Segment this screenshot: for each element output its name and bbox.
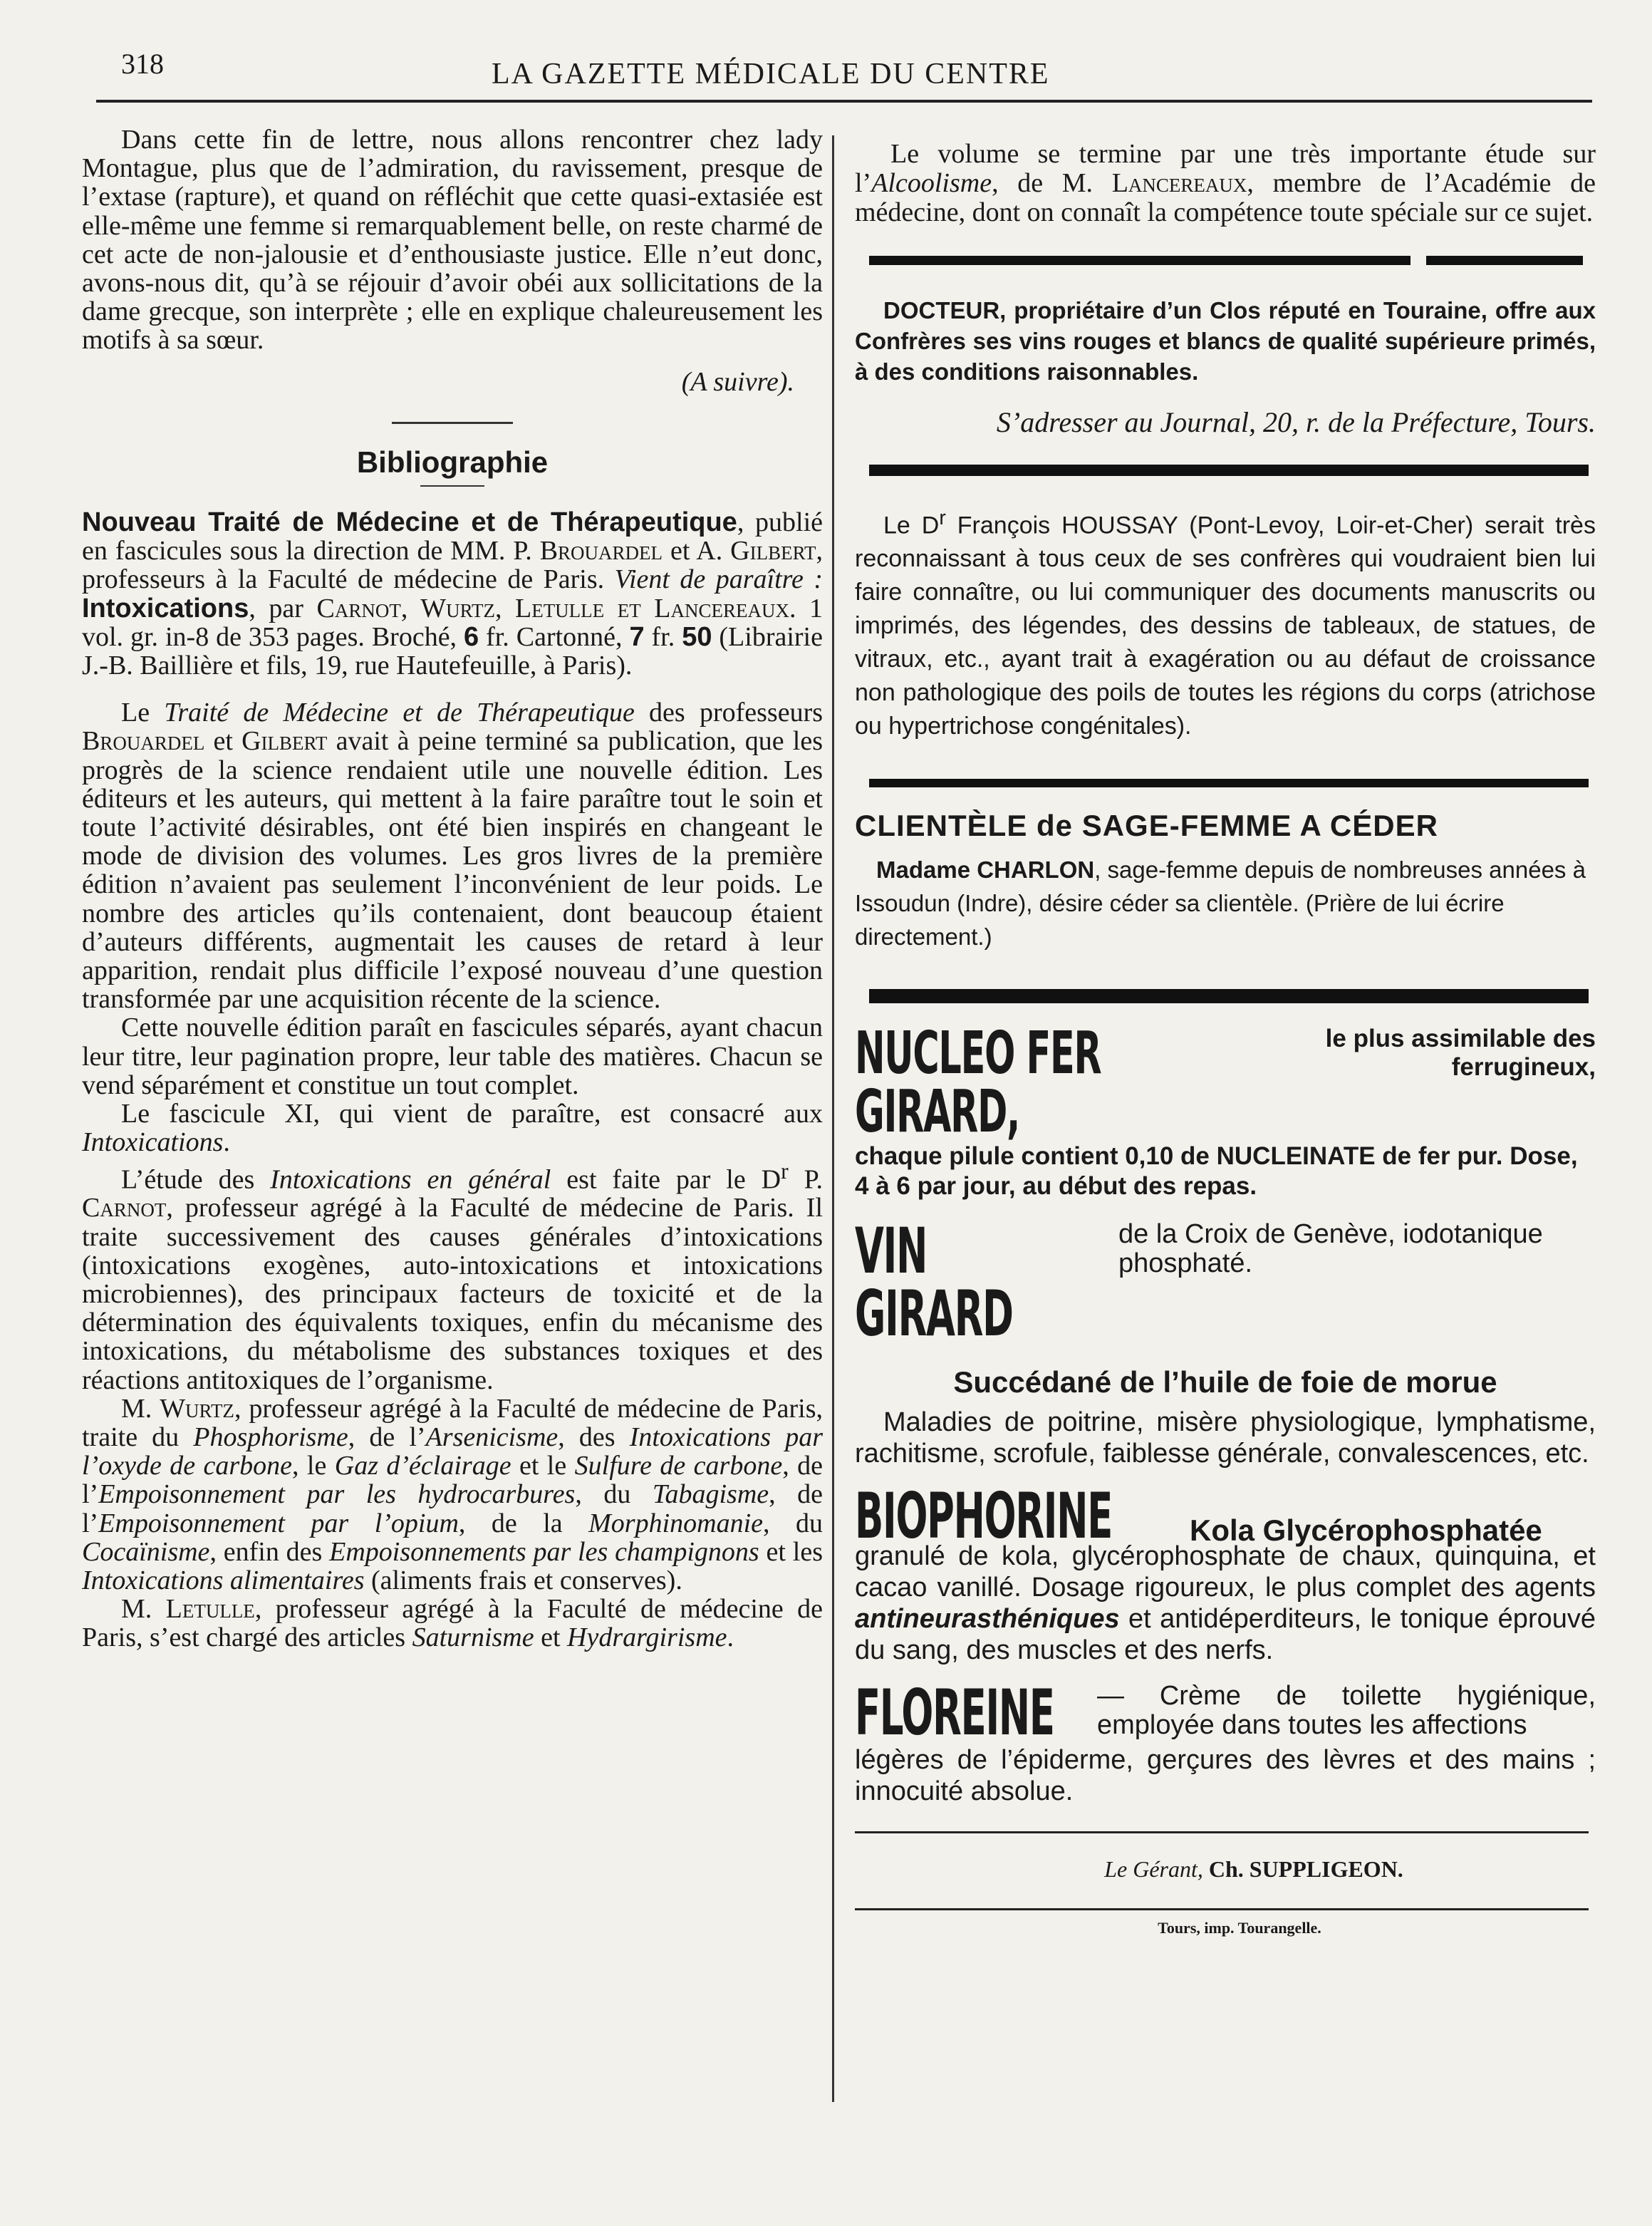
floreine-description: légères de l’épiderme, gerçures des lèvres et des mains ; innocuité absolue. xyxy=(855,1745,1596,1807)
footer-rule xyxy=(855,1831,1589,1833)
nucleo-brand: NUCLEO FER GIRARD, xyxy=(855,1020,1101,1146)
biophorine-advert xyxy=(855,1479,1596,1553)
review-paragraph: Le Traité de Médecine et de Thérapeutique des professeurs Brouardel et Gilbert avait à peine terminé sa publication, que les progrès de la science rendaient utile une nouvelle édition. Les éditeurs et les auteurs, qui mettent à la faire paraître tout le soin et toute l’activité désirables, ont été bien inspirés en changeant le mode de division des volumes. Les gros livres de la première édition n’avaient pas seulement l’inconvénient de leur poids. Le nombre des articles qu’ils contenaient, dont beaucoup étaient d’auteurs différents, augmentait les causes de retard à leur apparition, rendait plus difficile l’exposé nouveau d’une question transformée par une acquisition récente de la science. xyxy=(82,698,824,1015)
review-paragraph: Cette nouvelle édition paraît en fascicules séparés, ayant chacun leur titre, leur pagination propre, leur table des matières. Chacun se vend séparément et constitue un tout complet. xyxy=(82,1013,823,1100)
vin-description: Maladies de poitrine, misère physiologique, lymphatisme, rachitisme, scrofule, faiblesse générale, convalescences, etc. xyxy=(855,1407,1596,1469)
publisher-signature: Le Gérant, Ch. SUPPLIGEON. xyxy=(1104,1856,1403,1883)
biophorine-description: granulé de kola, glycérophosphate de chaux, quinquina, et cacao vanillé. Dosage rigoureux, le plus complet des agents antineurasthéniques et antidéperditeurs, le tonique éprouvé du sang, des muscles et des nerfs. xyxy=(855,1541,1596,1666)
floreine-brand: FLOREINE xyxy=(855,1676,1054,1750)
nucleo-advert xyxy=(855,1020,1596,1146)
page-number: 318 xyxy=(121,48,164,80)
floreine-advert xyxy=(855,1676,1596,1750)
printer-credit: Tours, imp. Tourangelle. xyxy=(1158,1919,1321,1937)
ad-separator xyxy=(869,465,1589,476)
midwife-advert-text: Madame CHARLON, sage-femme depuis de nombreuses années à Issoudun (Indre), désire céder sa clientèle. (Prière de lui écrire directement.) xyxy=(855,856,1586,951)
volume-paragraph: Le volume se termine par une très importante étude sur l’Alcoolisme, de M. Lancereaux, membre de l’Académie de médecine, dont on connaît la compétence toute spéciale sur ce sujet. xyxy=(855,139,1596,227)
section-rule xyxy=(392,422,513,424)
vin-advert xyxy=(855,1214,1596,1351)
footer-rule xyxy=(855,1908,1589,1910)
biophorine-brand: BIOPHORINE xyxy=(855,1479,1113,1553)
section-heading: Bibliographie xyxy=(356,445,549,479)
journal-address: S’adresser au Journal, 20, r. de la Préfecture, Tours. xyxy=(996,406,1596,438)
review-paragraph: Le fascicule XI, qui vient de paraître, est consacré aux Intoxications. xyxy=(82,1099,823,1158)
right-column xyxy=(855,140,1596,1937)
letter-paragraph: Dans cette fin de lettre, nous allons rencontrer chez lady Montague, plus que de l’admiration, du ravissement, presque de l’extase (rapture), et quand on réfléchit que cette quasi-extasiée est elle-même une femme si remarquablement belle, on reste charmé de cet acte de non-jalousie et d’enthousiaste justice. Elle n’eut donc, avons-nous dit, qu’à se réjouir d’avoir obéi aux sollicitations de la dame grecque, son interprète ; elle en explique chaleureusement les motifs à sa sœur. xyxy=(82,125,823,356)
biophorine-tagline: Kola Glycérophosphatée xyxy=(1190,1513,1542,1548)
review-paragraph: M. Letulle, professeur agrégé à la Faculté de médecine de Paris, s’est chargé des articles Saturnisme et Hydrargirisme. xyxy=(82,1594,823,1653)
ad-separator xyxy=(869,779,1589,787)
review-paragraph: M. Wurtz, professeur agrégé à la Faculté de médecine de Paris, traite du Phosphorisme, de l’Arsenicisme, des Intoxications par l’oxyde de carbone, le Gaz d’éclairage et le Sulfure de carbone, de l’Empoisonnement par les hydrocarbures, du Tabagisme, de l’Empoisonnement par l’opium, de la Morphinomanie, du Cocaïnisme, enfin des Empoisonnements par les champignons et les Intoxications alimentaires (aliments frais et conserves). xyxy=(82,1393,824,1595)
midwife-advert-heading: CLIENTÈLE de SAGE-FEMME A CÉDER xyxy=(855,809,1438,843)
book-title: Nouveau Traité de Médecine et de Thérapeutique xyxy=(82,507,737,538)
heading-rule xyxy=(420,485,484,487)
left-column xyxy=(82,125,823,1652)
continued-note: (A suivre). xyxy=(681,366,794,397)
header-rule xyxy=(96,100,1592,103)
vin-brand: VIN GIRARD xyxy=(855,1214,1013,1351)
vin-tagline: de la Croix de Genève, iodotanique phosphaté. xyxy=(1118,1219,1543,1279)
book-reference: Nouveau Traité de Médecine et de Thérapeutique, publié en fascicules sous la direction de MM. P. Brouardel et A. Gilbert, professeurs à la Faculté de médecine de Paris. Vient de paraître : Intoxications, par Carnot, Wurtz, Letulle et Lancereaux. 1 vol. gr. in-8 de 353 pages. Broché, 6 fr. Cartonné, 7 fr. 50 (Librairie J.-B. Baillière et fils, 19, rue Hautefeuille, à Paris). xyxy=(82,507,824,681)
column-divider xyxy=(832,135,834,2102)
vin-heading: Succédané de l’huile de foie de morue xyxy=(953,1365,1497,1399)
nucleo-description: chaque pilule contient 0,10 de NUCLEINATE de fer pur. Dose, 4 à 6 par jour, au début des repas. xyxy=(855,1142,1578,1201)
ad-separator xyxy=(869,989,1589,1003)
journal-title: LA GAZETTE MÉDICALE DU CENTRE xyxy=(492,58,1050,90)
nucleo-tagline: le plus assimilable des ferrugineux, xyxy=(1325,1025,1596,1082)
review-paragraph: L’étude des Intoxications en général est faite par le $D^r$ P. Carnot, professeur agrégé à la Faculté de médecine de Paris. Il traite successivement des causes générales d’intoxications (intoxications exogènes, auto-intoxications et intoxications microbiennes), des principaux facteurs de toxicité et de la détermination des équivalents toxiques, enfin du mécanisme des intoxications, du métabolisme des substances toxiques et des réactions antitoxiques de l’organisme. xyxy=(82,1158,823,1395)
wine-advert: DOCTEUR, propriétaire d’un Clos réputé en Touraine, offre aux Confrères ses vins rouges et blancs de qualité supérieure primés, à des conditions raisonnables. xyxy=(855,297,1596,385)
houssay-notice: Le $D^r$ François HOUSSAY (Pont-Levoy, Loir-et-Cher) serait très reconnaissant à tous ceux de ses confrères qui voudraient bien lui faire connaître, ou lui communiquer des documents manuscrits ou imprimés, des légendes, des dessins de tableaux, de statues, de vitraux, etc., ayant trait à exagération ou au défaut de croissance non pathologique des poils de toutes les régions du corps (atrichose ou hypertrichose congénitales). xyxy=(855,507,1596,740)
ad-separator xyxy=(869,256,1589,265)
floreine-tagline: — Crème de toilette hygiénique, employée dans toutes les affections xyxy=(1097,1681,1596,1741)
